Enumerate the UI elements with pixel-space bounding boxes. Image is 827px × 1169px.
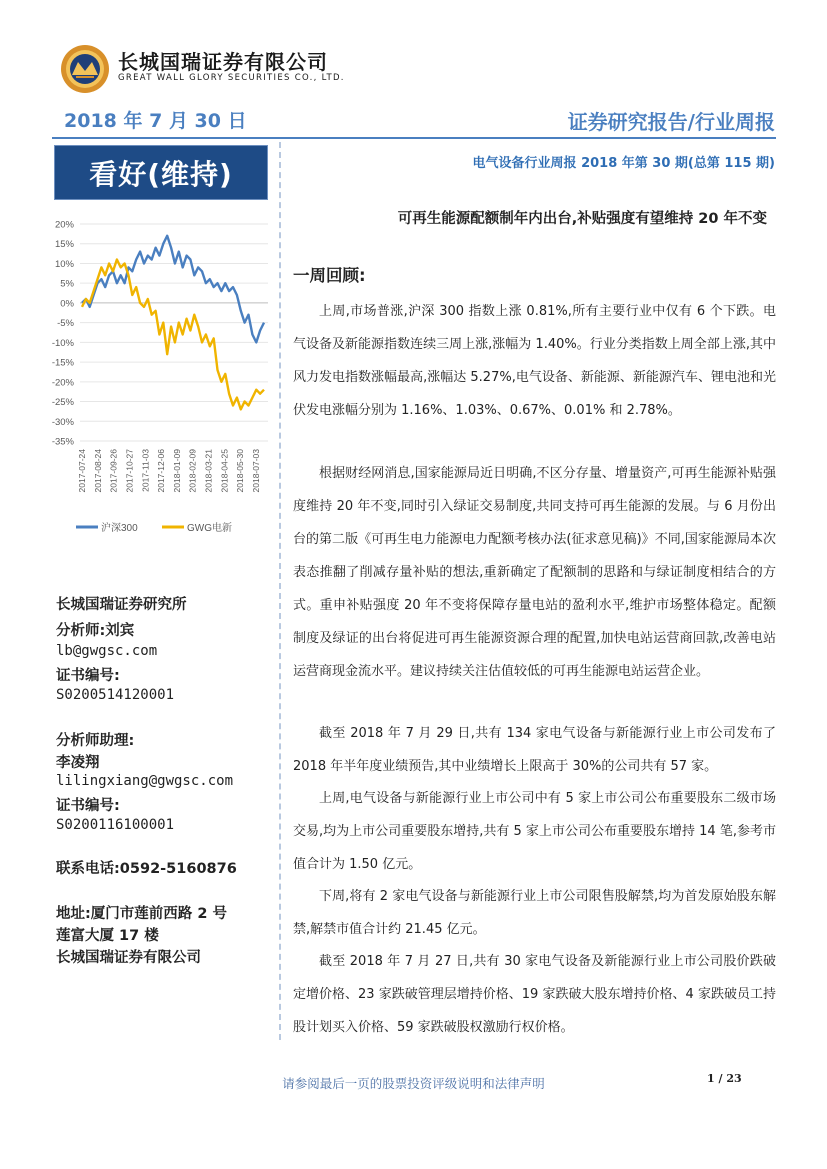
y-tick-label: -20% — [51, 377, 74, 389]
column-divider — [279, 142, 281, 1040]
paragraph: 截至 2018 年 7 月 29 日,共有 134 家电气设备与新能源行业上市公司发布了 2018 年半年度业绩预告,其中业绩增长上限高于 30%的公司共有 57 家。 — [293, 726, 776, 774]
address-line: 莲富大厦 17 楼 — [56, 928, 159, 944]
y-tick-label: -35% — [51, 436, 74, 448]
address-line: 长城国瑞证券有限公司 — [56, 950, 201, 966]
report-headline: 可再生能源配额制年内出台,补贴强度有望维持 20 年不变 — [397, 211, 767, 227]
footer-disclaimer: 请参阅最后一页的股票投资评级说明和法律声明 — [282, 1076, 545, 1091]
contact-phone: 联系电话:0592-5160876 — [56, 861, 237, 877]
x-tick-label: 2017-11-03 — [140, 449, 151, 492]
y-tick-label: -25% — [51, 397, 74, 409]
x-tick-label: 2017-07-24 — [77, 449, 87, 493]
cert-number: S0200116100001 — [56, 817, 175, 833]
x-tick-label: 2017-10-27 — [124, 449, 135, 493]
y-tick-label: 15% — [54, 239, 74, 251]
legend-label: GWG电新 — [187, 523, 232, 534]
paragraph: 上周,市场普涨,沪深 300 指数上涨 0.81%,所有主要行业中仅有 6 个下跌。电气设备及新能源指数连续三周上涨,涨幅为 1.40%。行业分类指数上周全部上涨,其中风力发电指数涨幅最高,涨幅达 5.27%,电气设备、新能源、新能源汽车、锂电池和光伏发电涨幅分别为 1.16%、1.03%、0.67%、0.01% 和 2.78%。 — [293, 304, 776, 418]
address-line: 地址:厦门市莲前西路 2 号 — [56, 906, 227, 922]
analyst-email[interactable]: lb@gwgsc.com — [56, 643, 158, 659]
y-tick-label: 0% — [60, 298, 74, 310]
header-rule — [52, 137, 776, 139]
company-logo — [60, 44, 110, 94]
y-tick-label: 20% — [54, 219, 74, 231]
paragraph: 下周,将有 2 家电气设备与新能源行业上市公司限售股解禁,均为首发原始股东解禁,解禁市值合计约 21.45 亿元。 — [293, 889, 776, 937]
company-name-en: GREAT WALL GLORY SECURITIES CO., LTD. — [118, 73, 345, 83]
section-title: 一周回顾: — [293, 266, 366, 285]
cert-number: S0200514120001 — [56, 687, 175, 703]
paragraph: 上周,电气设备与新能源行业上市公司中有 5 家上市公司公布重要股东二级市场交易,均为上市公司重要股东增持,共有 5 家上市公司公布重要股东增持 14 笔,参考市值合计为 1.50 亿元。 — [293, 791, 776, 872]
x-tick-label: 2018-01-09 — [171, 449, 182, 493]
series-line — [82, 236, 264, 343]
y-tick-label: -10% — [51, 337, 74, 349]
x-tick-label: 2017-09-26 — [108, 449, 119, 493]
x-tick-label: 2018-04-25 — [219, 449, 230, 493]
legend-label: 沪深300 — [101, 523, 138, 534]
y-tick-label: 10% — [54, 258, 74, 270]
x-tick-label: 2018-02-09 — [187, 449, 198, 493]
x-tick-label: 2018-07-03 — [251, 449, 261, 493]
cert-label: 证书编号: — [56, 668, 120, 684]
issue-title: 电气设备行业周报 2018 年第 30 期(总第 115 期) — [472, 156, 775, 171]
y-axis-ticks — [52, 220, 75, 448]
series-line — [82, 260, 264, 410]
y-tick-label: 5% — [60, 278, 74, 290]
cert-label: 证书编号: — [56, 798, 120, 814]
y-tick-label: -30% — [51, 416, 74, 428]
company-name-cn: 长城国瑞证券有限公司 — [118, 50, 328, 74]
assistant-label: 分析师助理: — [56, 733, 135, 749]
y-tick-label: -15% — [51, 357, 74, 369]
chart-legend — [76, 521, 232, 534]
x-tick-label: 2018-05-30 — [235, 449, 246, 493]
assistant-email[interactable]: lilingxiang@gwgsc.com — [56, 773, 234, 789]
report-date: 2018 年 7 月 30 日 — [64, 110, 247, 132]
x-tick-label: 2017-08-24 — [92, 449, 103, 493]
performance-chart — [40, 208, 276, 543]
x-tick-label: 2017-12-06 — [156, 449, 167, 493]
report-type: 证券研究报告/行业周报 — [567, 110, 775, 134]
paragraph: 根据财经网消息,国家能源局近日明确,不区分存量、增量资产,可再生能源补贴强度维持 20 年不变,同时引入绿证交易制度,共同支持可再生能源的发展。与 6 月份出台的第二版《可再生电力能源电力配额考核办法(征求意见稿)》不同,国家能源局本次表态推翻了削减存量补贴的想法,重新确定了配额制的思路和与绿证制度相结合的方式。重申补贴强度 20 年不变将保障存量电站的盈利水平,维护市场整体稳定。配额制度及绿证的出台将促进可再生能源资源合理的配置,加快电站运营商回款,改善电站运营商现金流水平。建议持续关注估值较低的可再生能源电站运营企业。 — [293, 466, 776, 679]
analyst-name: 分析师:刘宾 — [56, 623, 135, 639]
institute-name: 长城国瑞证券研究所 — [56, 597, 187, 613]
rating-label: 看好(维持) — [89, 157, 233, 191]
y-tick-label: -5% — [57, 318, 74, 330]
paragraph: 截至 2018 年 7 月 27 日,共有 30 家电气设备及新能源行业上市公司股价跌破定增价格、23 家跌破管理层增持价格、19 家跌破大股东增持价格、4 家跌破员工持股计划买入价格、59 家跌破股权激励行权价格。 — [293, 954, 776, 1035]
page-number: 1 / 23 — [707, 1072, 742, 1085]
x-axis-ticks — [77, 449, 261, 493]
rating-box — [54, 145, 268, 200]
assistant-name: 李凌翔 — [56, 755, 100, 771]
x-tick-label: 2018-03-21 — [203, 449, 214, 493]
